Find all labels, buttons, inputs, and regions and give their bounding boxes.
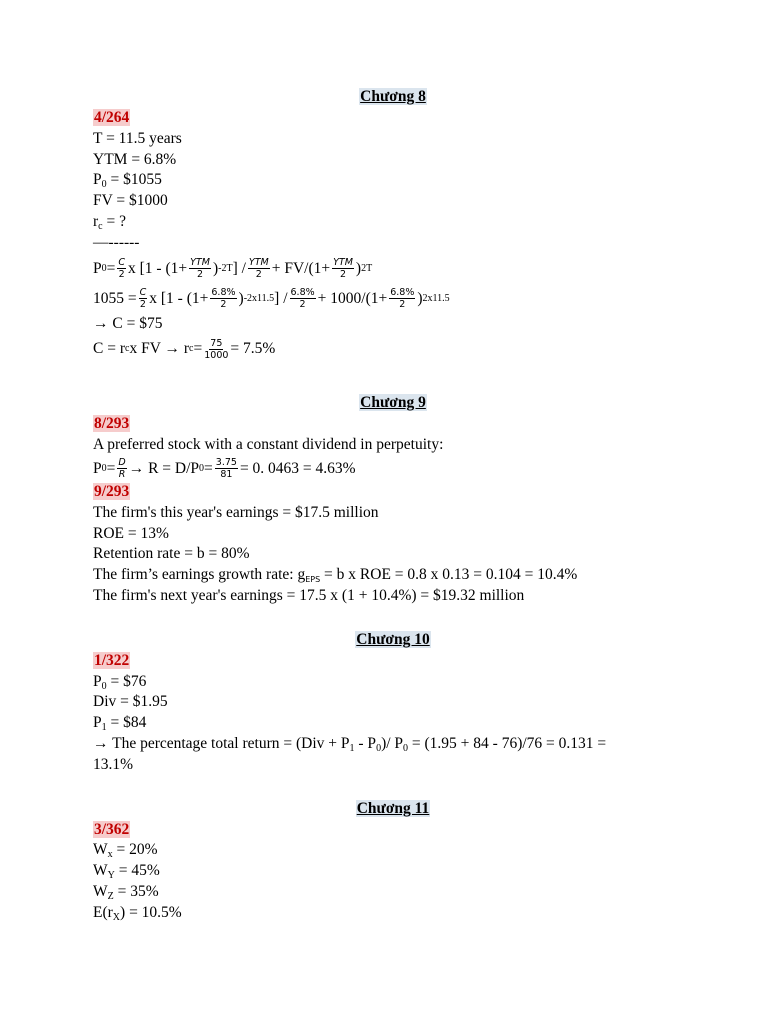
text-line: → C = $75	[93, 314, 163, 332]
text-line: Div = $1.95	[93, 693, 168, 711]
problem-label: 8/293	[94, 415, 130, 433]
problem-label: 1/322	[94, 651, 130, 669]
problem-label: 3/362	[94, 820, 130, 838]
chapter-8-heading: Chương 8	[360, 88, 426, 105]
text-line: —------	[93, 233, 140, 251]
text-line: Retention rate = b = 80%	[93, 545, 250, 563]
text-line: 13.1%	[93, 755, 134, 773]
chapter-10-heading: Chương 10	[356, 630, 430, 648]
text-line: $P_1$ = $84	[93, 714, 147, 734]
text-line: $W_Y = 45\%$	[93, 862, 160, 882]
text-line: YTM = 6.8%	[93, 150, 177, 168]
text-line: FV = $1000	[93, 192, 168, 210]
text-line: $P_0$ = $76	[93, 672, 147, 692]
chapter-11-heading: Chương 11	[356, 799, 430, 817]
text-line: The firm's this year's earnings = $17.5 million	[93, 503, 379, 521]
preferred-stock-formula: P 0 = $\frac{D}{R}$ → R = D/P 0 = $\frac{3.75}{81}$ = 0. 0463 = 4.63%	[93, 457, 356, 481]
text-line: → The percentage total return = $(Div + P_1 - P_0)/$ $P_0 = (1.95 + 84 - 76)/76 = 0.131$ =	[93, 734, 607, 754]
problem-label: 9/293	[94, 482, 130, 500]
text-line: $P_0$ = $1055	[93, 171, 162, 191]
problem-label: 4/264	[94, 109, 130, 126]
text-line: ROE = 13%	[93, 524, 169, 542]
text-line: $E(r_X) = 10.5\%$	[93, 903, 182, 923]
text-line: The firm's next year's earnings = 17.5 x (1 + 10.4%) = $19.32 million	[93, 586, 525, 604]
text-line: A preferred stock with a constant dividend in perpetuity:	[93, 436, 444, 454]
text-line: $W_x = 20\%$	[93, 841, 158, 861]
text-line: $r_c$ = ?	[93, 212, 126, 232]
coupon-rate-formula: C = r c x FV → r c = $\frac{75}{1000}$ = 7.5%	[93, 337, 276, 361]
chapter-9-heading: Chương 9	[360, 394, 426, 412]
document-page	[93, 86, 693, 924]
text-line: T = 11.5 years	[93, 129, 182, 147]
text-line: $W_Z = 35\%$	[93, 882, 159, 902]
text-line: The firm’s earnings growth rate: $g_{EPS} = b$ x ROE = 0.8 x 0.13 = 0.104 = 10.4%	[93, 566, 578, 585]
bond-price-formula: P 0 = $\frac{C}{2}$ x [1 - (1+ $\frac{\text{YTM}}{2}$ ) -2T ] / $\frac{\text{YTM}}{2}$ + FV/(1+ $\frac{\text{YTM}}{2}$ ) 2T	[93, 257, 373, 281]
bond-price-substituted: 1055 = $\frac{C}{2}$ x [1 - (1+ $\frac{6.8\%}{2}$ ) -2x11.5 ] / $\frac{6.8\%}{2}$ + 1000/(1+ $\frac{6.8\%}{2}$ ) 2x11.5	[93, 287, 450, 311]
